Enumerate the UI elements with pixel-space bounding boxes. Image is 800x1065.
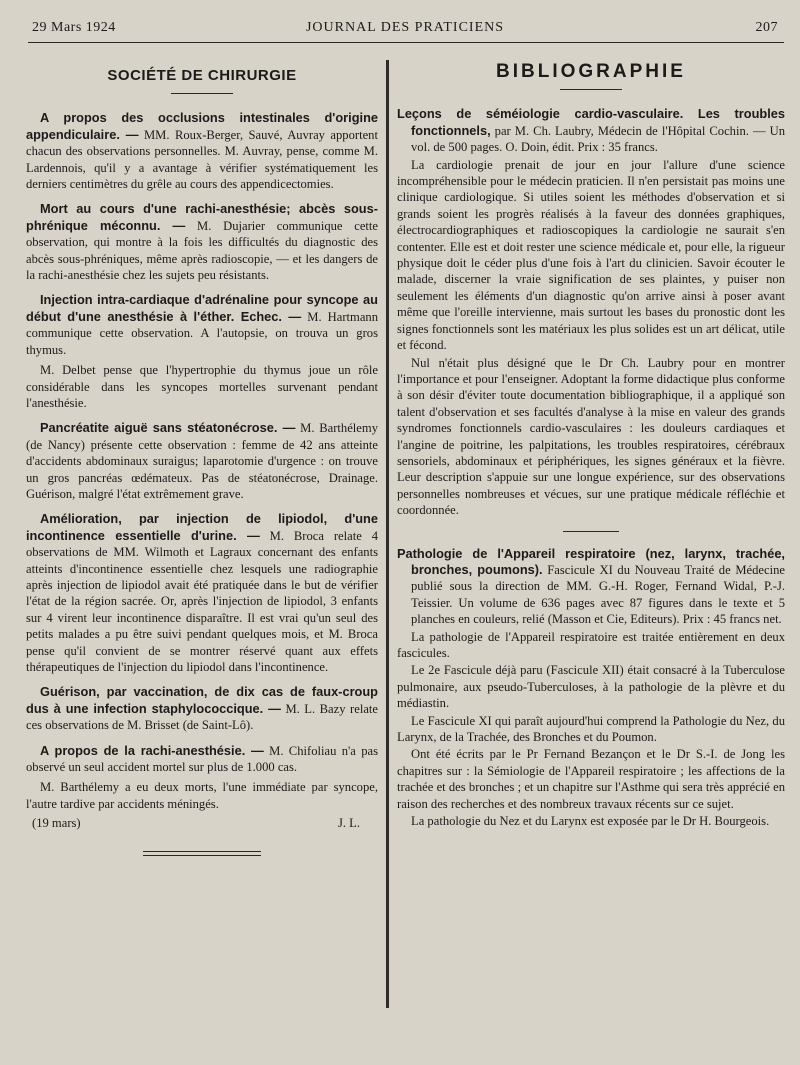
report-item <box>26 110 378 192</box>
section-title-societe: SOCIÉTÉ DE CHIRURGIE <box>107 67 297 84</box>
report-text: M. Barthélemy a eu deux morts, l'une immédiate par syncope, l'autre tardive par accidents méningés. <box>26 780 378 811</box>
report-item <box>26 779 378 812</box>
report-item <box>26 292 378 358</box>
report-text: M. Delbet pense que l'hypertrophie du thymus joue un rôle considérable dans les syncopes mortelles survenant pendant l'anesthésie. <box>26 363 378 410</box>
review-paragraph: Nul n'était plus désigné que le Dr Ch. Laubry pour en montrer l'importance et pour l'enseigner. Adoptant la forme didactique plus conforme à son désir d'éviter toute documentation bibliographique, il a appliqué son talent d'observation et ses facultés d'analyse à la mise en valeur des grands syndromes fonctionnels cardio-vasculaires : les douleurs cardiaques et l'angine de poitrine, les palpitations, les troubles respiratoires, cérébraux sensoriels, abdominaux et périphériques, les signes généraux et la fièvre. Leur description s'appuie sur une longue expérience, sur des observations personnelles nombreuses et vécues, sur une pratique médicale réfléchie et coordonnée. <box>397 355 785 518</box>
running-head <box>32 20 778 42</box>
report-text: M. Barthélemy (de Nancy) présente cette observation : femme de 42 ans atteinte d'accidents abdominaux suraigus; laparotomie d'urgence : on trouve un gros pancréas œdémateux. Pas de stéatonécrose, Drainage. Guérison, malgré l'état extrêmement grave. <box>26 421 378 501</box>
author-initials: J. L. <box>337 816 360 831</box>
report-text: M. Hartmann communique cette observation. A l'autopsie, on trouva un gros thymus. <box>26 309 379 357</box>
review-paragraph: Le 2e Fascicule déjà paru (Fascicule XII) était consacré à la Tuberculose pulmonaire, aux pseudo-Tuberculoses, à la pathologie de la plèvre et du médiastin. <box>397 663 785 711</box>
report-item <box>26 684 378 733</box>
report-text: M. Chifoliau n'a pas observé un seul accident mortel sur plus de 1.000 cas. <box>26 743 378 775</box>
review-paragraph: La pathologie de l'Appareil respiratoire est traitée entièrement en deux fascicules. <box>397 629 785 660</box>
title-rule <box>171 93 233 94</box>
issue-date: 29 Mars 1924 <box>32 20 116 35</box>
section-title-bibliographie: BIBLIOGRAPHIE <box>496 61 686 82</box>
review-heading <box>397 106 785 155</box>
title-rule <box>560 89 622 90</box>
book-review <box>397 546 785 830</box>
review-paragraph: La cardiologie prenait de jour en jour l'allure d'une science incompréhensible pour le médecin praticien. Il n'en persistait pas moins une clinique cardiologique. Si utiles soient les méthodes d'observation et si grands soient les progrès réalisés à la faveur des données graphiques, électrocardiographiques et radioscopiques la cardiologie ne saurait s'en contenter. Elle est et doit rester une science médicale et, pour elle, la rigueur physique doit le céder plus d'une fois à l'art du clinicien. Savoir écouter le malade, discerner la vraie signification de ses plaintes, y puiser non seulement les éléments d'un diagnostic qu'on arrive ainsi à poser avant même que l'oreille intervienne, mais surtout les bases du pronostic dont les signes fonctionnels sont les matériaux les plus solides est un art délicat, utile et fécond. <box>397 157 785 353</box>
report-text: M. Broca relate 4 observations de MM. Wilmoth et Lagraux concernant des enfants atteints d'incontinence essentielle chez lesquels une radiographie après injection de lipiodol avait été pratiquée dans le but de vérifier l'état de la région sacrée. Or, après l'injection de lipiodol, 3 enfants sur 4 virent leur incontinence disparaître. Il est vrai qu'un seul des petits malades a pu être suivi pendant quelques mois, et M. Broca pense qu'il convient de se montrer réservé quant aux effets thérapeutiques de l'injection du lipiodol dans l'incontinence. <box>26 528 378 674</box>
report-text: MM. Roux-Berger, Sauvé, Auvray apportent chacun des observations personnelles. M. Auvray, pense, comme M. Lardennois, qu'il y a avantage à vérifier systématiquement les derniers centimètres du grêle au cours des appendicectomies. <box>26 127 378 192</box>
report-lead: Injection intra-cardiaque d'adrénaline pour syncope au début d'une anesthésie à l'éther. Echec. — <box>26 292 378 324</box>
review-heading <box>397 546 785 628</box>
right-column <box>397 62 785 839</box>
review-separator <box>563 531 619 532</box>
column-divider <box>386 60 389 1008</box>
review-paragraph: Le Fascicule XI qui paraît aujourd'hui comprend la Pathologie du Nez, du Larynx, de la Trachée, des Bronches et du Poumon. <box>397 713 785 745</box>
report-lead: Mort au cours d'une rachi-anesthésie; abcès sous-phrénique méconnu. — <box>26 201 378 233</box>
report-lead: A propos de la rachi-anesthésie. — <box>40 742 264 758</box>
report-text: M. L. Bazy relate ces observations de M. Brisset (de Saint-Lô). <box>26 701 378 733</box>
report-item <box>26 362 378 411</box>
book-review <box>397 106 785 518</box>
review-paragraph: La pathologie du Nez et du Larynx est exposée par le Dr H. Bourgeois. <box>411 814 770 829</box>
report-text: M. Dujarier communique cette observation, qui montre à la fois les difficultés du diagnostic des abcès sous-phréniques, même après radioscopie, — et les dangers de la rachi-anesthésie chez les sujets peu résistants. <box>26 218 378 283</box>
report-item <box>26 743 378 776</box>
session-date: (19 mars) <box>32 816 81 831</box>
report-item <box>26 420 378 502</box>
report-item <box>26 201 378 283</box>
review-paragraph: Ont été écrits par le Pr Fernand Bezançon et le Dr S.-I. de Jong les chapitres sur : la Sémiologie de l'Appareil respiratoire ; les affections de la trachée et des bronches ; et un chapitre sur l'Asthme qui sera très apprécié en raison des recherches et des nombreux travaux récents sur ce sujet. <box>397 747 785 811</box>
end-rule <box>143 851 261 856</box>
report-lead: Amélioration, par injection de lipiodol, d'une incontinence essentielle d'urine. — <box>26 511 378 543</box>
header-rule <box>28 42 784 43</box>
review-title: Leçons de séméiologie cardio-vasculaire. Les troubles fonctionnels, <box>397 106 785 138</box>
page-number: 207 <box>755 20 778 35</box>
report-lead: Pancréatite aiguë sans stéatonécrose. — <box>40 420 296 436</box>
report-lead: Guérison, par vaccination, de dix cas de faux-croup dus à une infection staphylococcique. — <box>26 684 378 716</box>
report-item <box>26 511 378 675</box>
review-citation: Fascicule XI du Nouveau Traité de Médecine publié sous la direction de MM. G.-H. Roger, Fernand Widal, P.-J. Teissier. Un volume de 636 pages avec 87 figures dans le texte et 5 planches en couleurs, relié (Masson et Cie, Editeurs). Prix : 45 francs net. <box>411 562 785 627</box>
signature-row <box>26 815 378 833</box>
review-citation: par M. Ch. Laubry, Médecin de l'Hôpital Cochin. — Un vol. de 500 pages. O. Doin, édit. Prix : 35 francs. <box>411 123 785 155</box>
report-lead: A propos des occlusions intestinales d'origine appendiculaire. — <box>26 110 378 142</box>
journal-title: JOURNAL DES PRATICIENS <box>305 20 505 35</box>
left-column <box>26 62 378 856</box>
review-title: Pathologie de l'Appareil respiratoire (nez, larynx, trachée, bronches, poumons). <box>397 545 785 577</box>
